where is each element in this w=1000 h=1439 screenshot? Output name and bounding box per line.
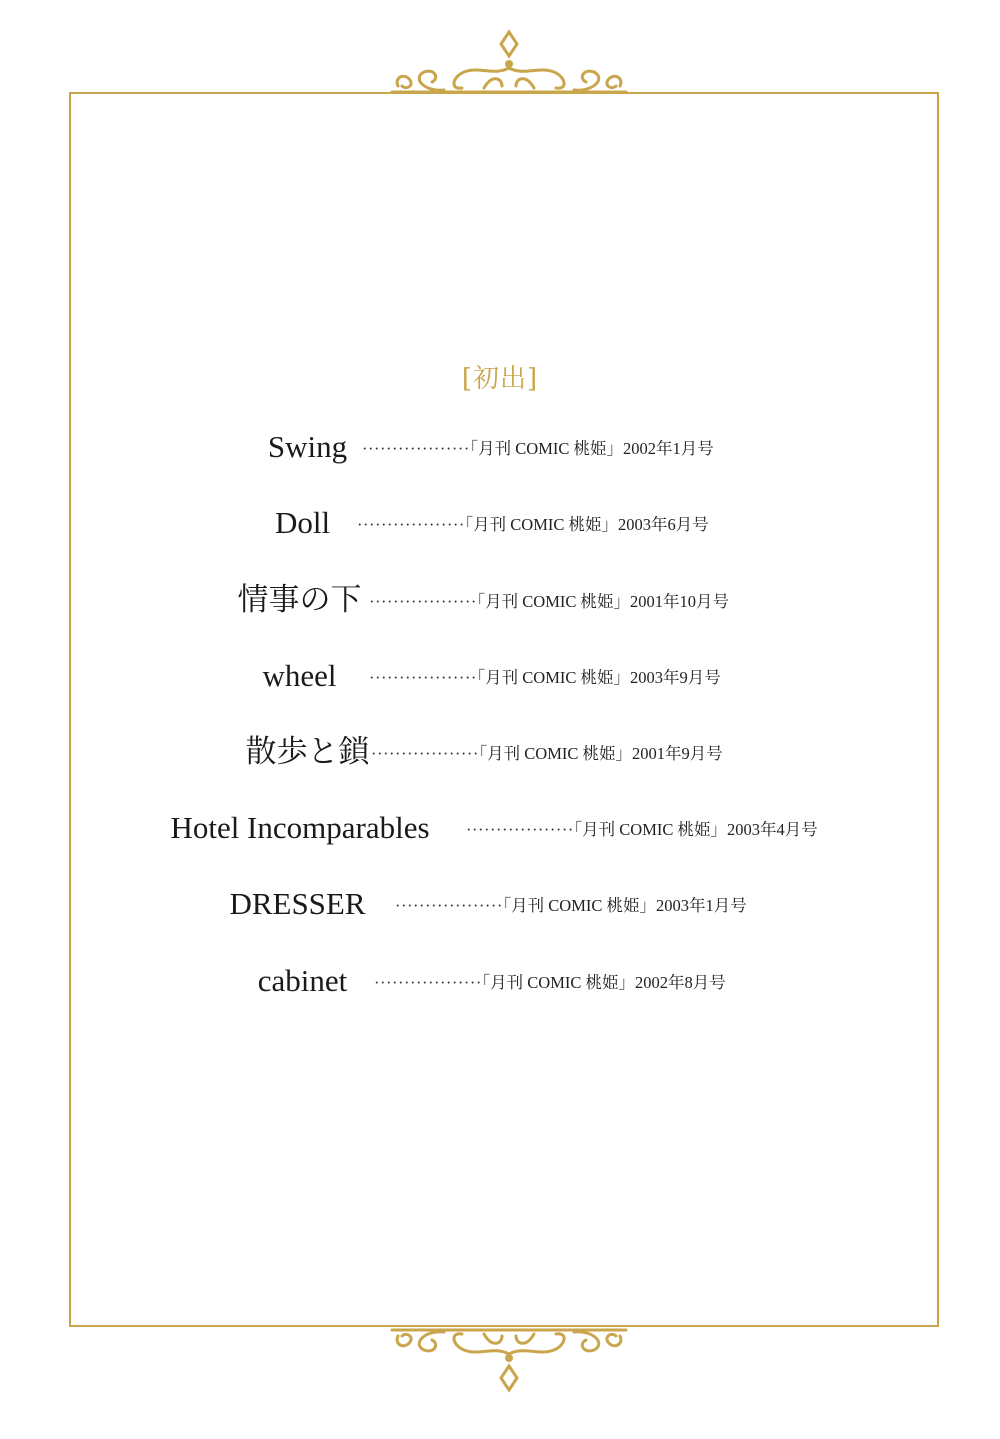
entry-source: ··················「月刊 COMIC 桃姫」2003年1月号: [395, 896, 747, 915]
entry-source: ··················「月刊 COMIC 桃姫」2003年6月号: [357, 515, 709, 534]
entry-title: Doll: [274, 505, 331, 540]
top-ornament-icon: [384, 28, 634, 98]
entry-row: [0, 493, 1000, 553]
entry-title: 情事の下: [237, 582, 362, 617]
entry-source: ··················「月刊 COMIC 桃姫」2001年10月号: [369, 592, 729, 611]
entry-row: [0, 798, 1000, 858]
bottom-ornament-icon: [384, 1324, 634, 1394]
entry-source: ··················「月刊 COMIC 桃姫」2002年1月号: [362, 439, 714, 458]
entry-source: ··················「月刊 COMIC 桃姫」2003年4月号: [466, 820, 818, 839]
entry-source: ··················「月刊 COMIC 桃姫」2001年9月号: [371, 744, 723, 763]
entry-title: cabinet: [257, 963, 348, 998]
entry-row: [0, 646, 1000, 706]
entry-row: [0, 570, 1000, 630]
entry-title: Hotel Incomparables: [170, 810, 430, 845]
entry-row: [0, 722, 1000, 782]
entry-row: [0, 951, 1000, 1011]
page-frame: [69, 92, 939, 1327]
entry-title: wheel: [262, 658, 337, 693]
entry-title: DRESSER: [229, 886, 366, 921]
entry-row: [0, 417, 1000, 477]
entry-source: ··················「月刊 COMIC 桃姫」2002年8月号: [374, 973, 726, 992]
entry-title: Swing: [267, 429, 348, 464]
entry-title: 散歩と鎖: [245, 734, 370, 769]
entry-source: ··················「月刊 COMIC 桃姫」2003年9月号: [369, 668, 721, 687]
page-heading: [初出]: [461, 364, 539, 394]
entry-row: [0, 874, 1000, 934]
